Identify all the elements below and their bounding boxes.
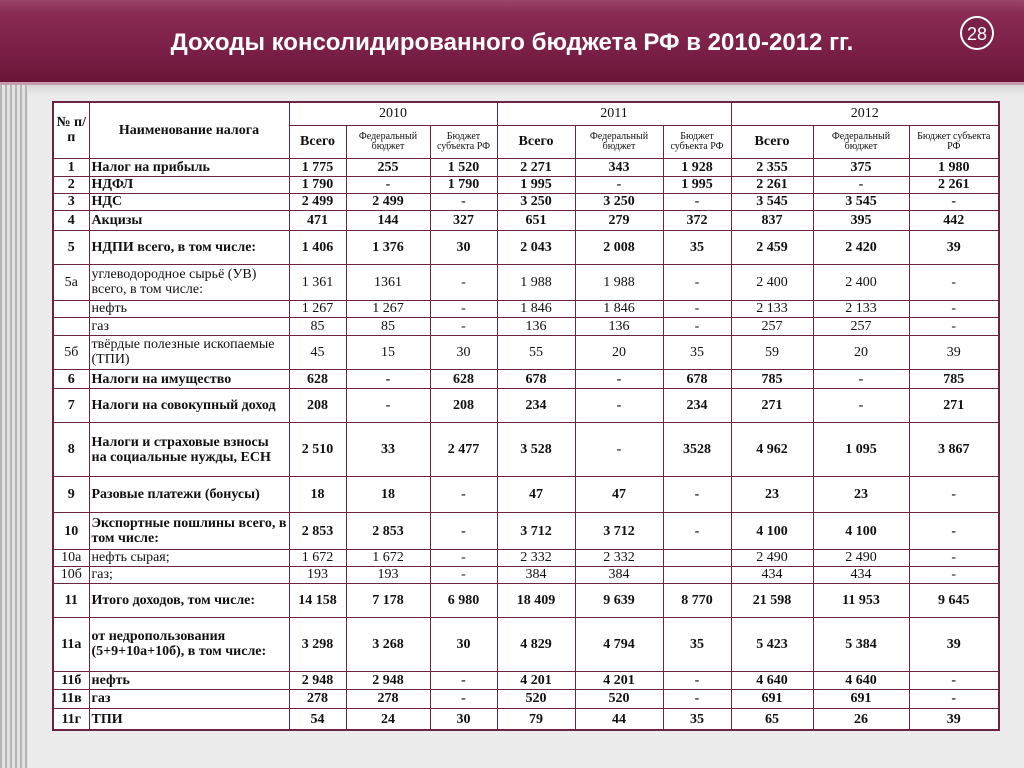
header-number: № п/п <box>53 102 89 158</box>
row-name: от недропользования (5+9+10а+10б), в том числе: <box>89 617 289 671</box>
value-cell: 3 712 <box>497 513 575 549</box>
header-name: Наименование налога <box>89 102 289 158</box>
value-cell: 1 790 <box>430 176 497 193</box>
value-cell: 26 <box>813 709 909 730</box>
row-name: НДС <box>89 193 289 210</box>
value-cell: 2 261 <box>909 176 999 193</box>
value-cell: 1 980 <box>909 158 999 176</box>
value-cell: 2 043 <box>497 230 575 264</box>
row-name: углеводородное сырьё (УВ) всего, в том числе: <box>89 264 289 300</box>
value-cell: 47 <box>497 477 575 513</box>
value-cell: - <box>346 369 430 388</box>
value-cell: 3 545 <box>731 193 813 210</box>
value-cell: 4 100 <box>813 513 909 549</box>
value-cell: 1 846 <box>497 300 575 317</box>
value-cell: 2 853 <box>289 513 346 549</box>
decorative-stripes <box>0 85 28 768</box>
value-cell: 35 <box>663 617 731 671</box>
row-number: 1 <box>53 158 89 176</box>
value-cell: - <box>430 300 497 317</box>
value-cell: 2 499 <box>346 193 430 210</box>
value-cell: 434 <box>813 566 909 583</box>
row-number: 3 <box>53 193 89 210</box>
value-cell: - <box>663 513 731 549</box>
header-total: Всего <box>731 125 813 158</box>
value-cell: 3 250 <box>497 193 575 210</box>
value-cell: - <box>909 549 999 566</box>
value-cell: 234 <box>497 389 575 423</box>
value-cell: 45 <box>289 335 346 369</box>
value-cell: - <box>663 689 731 708</box>
table-row <box>53 709 999 730</box>
value-cell: 39 <box>909 617 999 671</box>
value-cell: - <box>663 317 731 335</box>
value-cell: 79 <box>497 709 575 730</box>
value-cell: 4 962 <box>731 423 813 477</box>
value-cell: 327 <box>430 210 497 230</box>
value-cell: 5 384 <box>813 617 909 671</box>
value-cell: 15 <box>346 335 430 369</box>
value-cell: 20 <box>813 335 909 369</box>
table-row <box>53 230 999 264</box>
header-year-2012: 2012 <box>731 102 999 125</box>
value-cell: 85 <box>289 317 346 335</box>
table-row <box>53 317 999 335</box>
table-row <box>53 369 999 388</box>
value-cell: - <box>909 477 999 513</box>
value-cell: 3 712 <box>575 513 663 549</box>
value-cell: 1 672 <box>346 549 430 566</box>
value-cell: 9 639 <box>575 583 663 617</box>
value-cell: 257 <box>731 317 813 335</box>
row-number: 11 <box>53 583 89 617</box>
value-cell: - <box>663 300 731 317</box>
value-cell: 271 <box>731 389 813 423</box>
value-cell: 4 829 <box>497 617 575 671</box>
value-cell: - <box>909 671 999 689</box>
row-name: НДФЛ <box>89 176 289 193</box>
value-cell: 279 <box>575 210 663 230</box>
table-row <box>53 335 999 369</box>
value-cell: - <box>430 549 497 566</box>
value-cell: 278 <box>346 689 430 708</box>
value-cell: 1 846 <box>575 300 663 317</box>
value-cell: 691 <box>731 689 813 708</box>
value-cell: 471 <box>289 210 346 230</box>
value-cell: 21 598 <box>731 583 813 617</box>
decorative-shadow <box>28 85 1024 95</box>
value-cell: 30 <box>430 709 497 730</box>
header-subject: Бюджет субъекта РФ <box>909 125 999 158</box>
table-body <box>53 158 999 730</box>
value-cell: 2 271 <box>497 158 575 176</box>
value-cell: - <box>430 689 497 708</box>
value-cell <box>663 549 731 566</box>
table-row <box>53 300 999 317</box>
value-cell: 6 980 <box>430 583 497 617</box>
header-total: Всего <box>497 125 575 158</box>
value-cell: 2 332 <box>575 549 663 566</box>
value-cell: 785 <box>731 369 813 388</box>
value-cell: 1 267 <box>289 300 346 317</box>
value-cell: - <box>430 193 497 210</box>
table-row <box>53 549 999 566</box>
value-cell: 234 <box>663 389 731 423</box>
row-name: Налоги на имущество <box>89 369 289 388</box>
value-cell: 4 794 <box>575 617 663 671</box>
row-number: 10б <box>53 566 89 583</box>
value-cell: 2 490 <box>731 549 813 566</box>
table-row <box>53 210 999 230</box>
value-cell: 2 499 <box>289 193 346 210</box>
value-cell: 1 988 <box>575 264 663 300</box>
row-name: нефть <box>89 300 289 317</box>
value-cell: 255 <box>346 158 430 176</box>
value-cell: 384 <box>575 566 663 583</box>
value-cell: 4 201 <box>497 671 575 689</box>
value-cell: 39 <box>909 230 999 264</box>
value-cell: 3 867 <box>909 423 999 477</box>
value-cell: 5 423 <box>731 617 813 671</box>
title-bar-shine <box>0 0 1024 14</box>
value-cell: 628 <box>289 369 346 388</box>
header-year-2010: 2010 <box>289 102 497 125</box>
header-federal: Федеральный бюджет <box>813 125 909 158</box>
row-number: 2 <box>53 176 89 193</box>
value-cell: 271 <box>909 389 999 423</box>
value-cell: 9 645 <box>909 583 999 617</box>
value-cell: 44 <box>575 709 663 730</box>
row-number: 8 <box>53 423 89 477</box>
row-name: Налоги и страховые взносы на социальные нужды, ЕСН <box>89 423 289 477</box>
value-cell: 3 298 <box>289 617 346 671</box>
value-cell: 628 <box>430 369 497 388</box>
value-cell: - <box>346 176 430 193</box>
value-cell: - <box>909 513 999 549</box>
row-number: 9 <box>53 477 89 513</box>
table-row <box>53 617 999 671</box>
value-cell: 384 <box>497 566 575 583</box>
value-cell: 23 <box>731 477 813 513</box>
value-cell: 520 <box>497 689 575 708</box>
value-cell: - <box>813 389 909 423</box>
row-name: Итого доходов, том числе: <box>89 583 289 617</box>
value-cell: 1 988 <box>497 264 575 300</box>
table-row <box>53 389 999 423</box>
value-cell: 20 <box>575 335 663 369</box>
value-cell: 59 <box>731 335 813 369</box>
value-cell: 14 158 <box>289 583 346 617</box>
value-cell: - <box>430 566 497 583</box>
table-row <box>53 583 999 617</box>
value-cell: 2 261 <box>731 176 813 193</box>
table-row <box>53 689 999 708</box>
row-name: газ <box>89 689 289 708</box>
value-cell: 54 <box>289 709 346 730</box>
value-cell: 2 853 <box>346 513 430 549</box>
row-number: 5а <box>53 264 89 300</box>
value-cell: 2 490 <box>813 549 909 566</box>
value-cell: - <box>663 671 731 689</box>
value-cell: 2 133 <box>813 300 909 317</box>
value-cell: 30 <box>430 230 497 264</box>
value-cell: 2 948 <box>289 671 346 689</box>
value-cell: 1 995 <box>663 176 731 193</box>
row-name: Налоги на совокупный доход <box>89 389 289 423</box>
value-cell: 4 640 <box>731 671 813 689</box>
value-cell: 1 775 <box>289 158 346 176</box>
row-number <box>53 317 89 335</box>
value-cell: - <box>909 300 999 317</box>
value-cell: 2 355 <box>731 158 813 176</box>
value-cell: 1 995 <box>497 176 575 193</box>
value-cell: 442 <box>909 210 999 230</box>
value-cell: 23 <box>813 477 909 513</box>
value-cell: 2 133 <box>731 300 813 317</box>
row-number: 10а <box>53 549 89 566</box>
value-cell <box>663 566 731 583</box>
header-subject: Бюджет субъекта РФ <box>430 125 497 158</box>
value-cell: - <box>575 423 663 477</box>
value-cell: 2 459 <box>731 230 813 264</box>
value-cell: 520 <box>575 689 663 708</box>
value-cell: 375 <box>813 158 909 176</box>
row-number: 7 <box>53 389 89 423</box>
value-cell: 2 332 <box>497 549 575 566</box>
table-row <box>53 671 999 689</box>
row-name: газ <box>89 317 289 335</box>
value-cell: 2 510 <box>289 423 346 477</box>
table-row <box>53 566 999 583</box>
value-cell: - <box>909 566 999 583</box>
value-cell: - <box>909 317 999 335</box>
value-cell: 4 201 <box>575 671 663 689</box>
value-cell: 2 400 <box>813 264 909 300</box>
value-cell: 47 <box>575 477 663 513</box>
row-number: 11г <box>53 709 89 730</box>
table-row <box>53 193 999 210</box>
value-cell: - <box>663 264 731 300</box>
value-cell: 4 100 <box>731 513 813 549</box>
row-name: Налог на прибыль <box>89 158 289 176</box>
value-cell: 1 790 <box>289 176 346 193</box>
table-row <box>53 264 999 300</box>
value-cell: 1 928 <box>663 158 731 176</box>
value-cell: 18 <box>289 477 346 513</box>
value-cell: - <box>909 264 999 300</box>
value-cell: 65 <box>731 709 813 730</box>
value-cell: - <box>575 369 663 388</box>
value-cell: 1361 <box>346 264 430 300</box>
value-cell: 1 376 <box>346 230 430 264</box>
row-name: Экспортные пошлины всего, в том числе: <box>89 513 289 549</box>
value-cell: 2 477 <box>430 423 497 477</box>
value-cell: 3 528 <box>497 423 575 477</box>
value-cell: 18 409 <box>497 583 575 617</box>
row-name: нефть <box>89 671 289 689</box>
value-cell: 1 095 <box>813 423 909 477</box>
row-name: НДПИ всего, в том числе: <box>89 230 289 264</box>
header-subject: Бюджет субъекта РФ <box>663 125 731 158</box>
row-name: нефть сырая; <box>89 549 289 566</box>
value-cell: 278 <box>289 689 346 708</box>
value-cell: - <box>430 477 497 513</box>
header-federal: Федеральный бюджет <box>575 125 663 158</box>
value-cell: 651 <box>497 210 575 230</box>
header-total: Всего <box>289 125 346 158</box>
budget-table <box>52 101 1000 731</box>
value-cell: 39 <box>909 709 999 730</box>
row-number: 4 <box>53 210 89 230</box>
value-cell: 837 <box>731 210 813 230</box>
value-cell: 208 <box>430 389 497 423</box>
value-cell: 193 <box>289 566 346 583</box>
value-cell: - <box>430 317 497 335</box>
value-cell: 33 <box>346 423 430 477</box>
row-number: 5б <box>53 335 89 369</box>
value-cell: 395 <box>813 210 909 230</box>
table-row <box>53 176 999 193</box>
value-cell: 144 <box>346 210 430 230</box>
row-number: 11б <box>53 671 89 689</box>
value-cell: 4 640 <box>813 671 909 689</box>
value-cell: 678 <box>663 369 731 388</box>
value-cell: 24 <box>346 709 430 730</box>
value-cell: 55 <box>497 335 575 369</box>
value-cell: 3 250 <box>575 193 663 210</box>
value-cell: 2 400 <box>731 264 813 300</box>
value-cell: 3 545 <box>813 193 909 210</box>
value-cell: 434 <box>731 566 813 583</box>
row-name: Разовые платежи (бонусы) <box>89 477 289 513</box>
table-row <box>53 423 999 477</box>
value-cell: 1 406 <box>289 230 346 264</box>
value-cell: 30 <box>430 617 497 671</box>
value-cell: 372 <box>663 210 731 230</box>
value-cell: 208 <box>289 389 346 423</box>
value-cell: 257 <box>813 317 909 335</box>
value-cell: 136 <box>575 317 663 335</box>
value-cell: 785 <box>909 369 999 388</box>
value-cell: - <box>909 689 999 708</box>
slide-number-badge: 28 <box>960 16 994 50</box>
slide-title: Доходы консолидированного бюджета РФ в 2010-2012 гг. <box>170 29 854 56</box>
value-cell: 30 <box>430 335 497 369</box>
value-cell: 1 361 <box>289 264 346 300</box>
value-cell: 3 268 <box>346 617 430 671</box>
value-cell: 85 <box>346 317 430 335</box>
value-cell: - <box>909 193 999 210</box>
row-name: твёрдые полезные ископаемые (ТПИ) <box>89 335 289 369</box>
value-cell: 1 267 <box>346 300 430 317</box>
value-cell: 1 520 <box>430 158 497 176</box>
value-cell: 193 <box>346 566 430 583</box>
row-number: 11в <box>53 689 89 708</box>
row-number: 11а <box>53 617 89 671</box>
value-cell: 3528 <box>663 423 731 477</box>
value-cell: 35 <box>663 335 731 369</box>
value-cell: 691 <box>813 689 909 708</box>
value-cell: - <box>575 176 663 193</box>
table-row <box>53 513 999 549</box>
row-number <box>53 300 89 317</box>
row-number: 10 <box>53 513 89 549</box>
value-cell: 1 672 <box>289 549 346 566</box>
header-year-2011: 2011 <box>497 102 731 125</box>
table-row <box>53 158 999 176</box>
row-number: 5 <box>53 230 89 264</box>
value-cell: 18 <box>346 477 430 513</box>
value-cell: - <box>346 389 430 423</box>
value-cell: 136 <box>497 317 575 335</box>
value-cell: - <box>663 477 731 513</box>
value-cell: - <box>430 264 497 300</box>
value-cell: 2 008 <box>575 230 663 264</box>
value-cell: 11 953 <box>813 583 909 617</box>
value-cell: - <box>663 193 731 210</box>
value-cell: 2 948 <box>346 671 430 689</box>
value-cell: 678 <box>497 369 575 388</box>
value-cell: - <box>813 369 909 388</box>
value-cell: 39 <box>909 335 999 369</box>
value-cell: - <box>430 671 497 689</box>
value-cell: 35 <box>663 709 731 730</box>
value-cell: 7 178 <box>346 583 430 617</box>
row-name: ТПИ <box>89 709 289 730</box>
value-cell: 8 770 <box>663 583 731 617</box>
row-name: Акцизы <box>89 210 289 230</box>
value-cell: - <box>430 513 497 549</box>
table-row <box>53 477 999 513</box>
row-number: 6 <box>53 369 89 388</box>
row-name: газ; <box>89 566 289 583</box>
value-cell: 35 <box>663 230 731 264</box>
value-cell: - <box>813 176 909 193</box>
value-cell: 2 420 <box>813 230 909 264</box>
header-federal: Федеральный бюджет <box>346 125 430 158</box>
value-cell: 343 <box>575 158 663 176</box>
value-cell: - <box>575 389 663 423</box>
